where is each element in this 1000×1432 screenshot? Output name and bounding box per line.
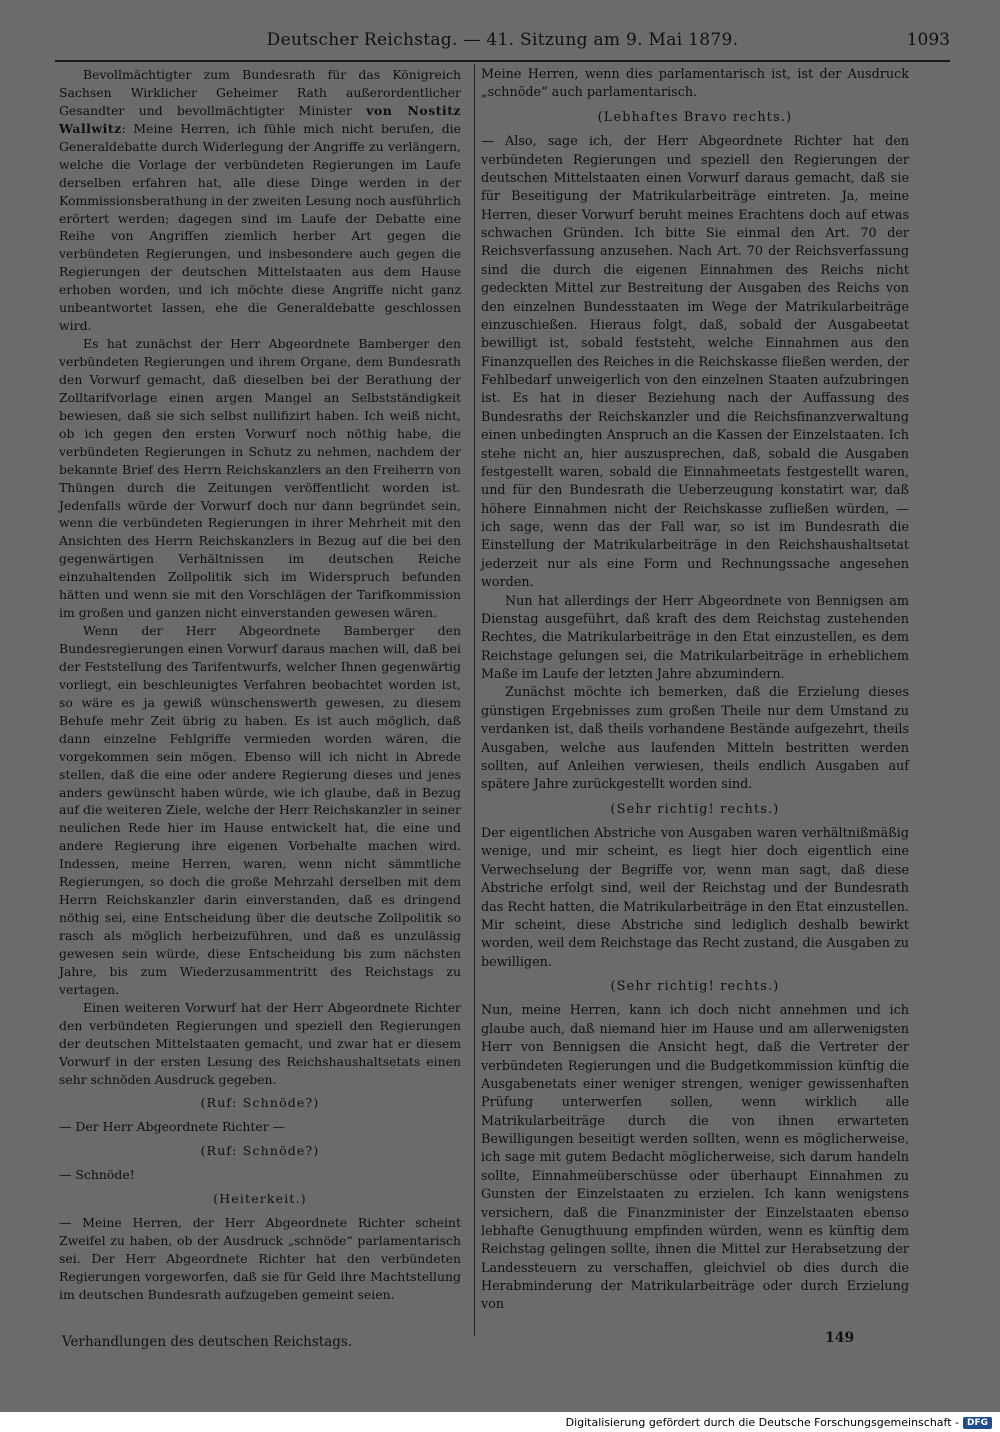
left-paragraph: Einen weiteren Vorwurf hat der Herr Abgeordnete Richter den verbündeten Regierungen und speziell den Regierungen der deutschen Mittelstaaten gemacht, und zwar hat er diesem Vorwurf in der ersten Lesung des Reichshaushaltsetats einen sehr schnöden Ausdruck gegeben.: [59, 999, 461, 1087]
right-paragraph: (Sehr richtig! rechts.): [610, 979, 780, 994]
page-number: 1093: [906, 30, 950, 50]
left-paragraph: (Heiterkeit.): [213, 1191, 307, 1207]
left-paragraph: — Schnöde!: [59, 1167, 135, 1183]
left-paragraph: — Der Herr Abgeordnete Richter —: [59, 1119, 286, 1135]
right-paragraph: Der eigentlichen Abstriche von Ausgaben waren verhältnißmäßig wenige, und mir scheint, es liegt hier doch eigentlich eine Verwechselung der Begriffe vor, wenn man sagt, daß diese Abstriche erfolgt sind, weil der Reichstag und der Bundesrath das Recht hatten, die Matrikularbeiträge in den Etat einzustellen. Mir scheint, diese Abstriche sind lediglich deshalb bewirkt worden, weil dem Reichstage das Recht zustand, die Ausgaben zu bewilligen.: [481, 826, 910, 970]
left-column: [59, 66, 461, 1304]
left-paragraph: [59, 66, 461, 335]
right-paragraph: (Sehr richtig! rechts.): [610, 801, 780, 817]
paragraph-text: : Meine Herren, ich fühle mich nicht berufen, die Generaldebatte durch Widerlegung der Angriffe zu verlängern, welche die Vorlage der verbündeten Regierungen im Laufe derselben erfahren hat, alle diese Dinge werden in der Kommissionsberathung in der zweiten Lesung noch ausführlich erörtert werden; dagegen sind im Laufe der Debatte eine Reihe von Angriffen ziemlich herber Art gegen die verbündeten Regierungen, und insbesondere auch gegen die Regierungen der deutschen Mittelstaaten aus dem Hause erhoben worden, und ich möchte diese Angriffe nicht ganz unbeantwortet lassen, ehe die Generaldebatte geschlossen wird.: [59, 120, 461, 334]
right-column: [481, 66, 909, 1315]
right-paragraph: Zunächst möchte ich bemerken, daß die Erzielung dieses günstigen Ergebnisses zum großen Theile nur dem Umstand zu verdanken ist, daß theils vorhandene Bestände aufgezehrt, theils Ausgaben, welche aus laufenden Mitteln bestritten werden sollten, auf Anleihen verwiesen, theils endlich Ausgaben auf spätere Jahre zurückgestellt worden sind.: [481, 685, 909, 793]
footer-publication: Verhandlungen des deutschen Reichstags.: [62, 1334, 353, 1350]
right-paragraph: (Lebhaftes Bravo rechts.): [597, 109, 793, 125]
digitization-credit: [566, 1416, 992, 1429]
left-paragraph: — Meine Herren, der Herr Abgeordnete Richter scheint Zweifel zu haben, ob der Ausdruck „schnöde“ parlamentarisch sei. Der Herr Abgeordnete Richter hat den verbündeten Regierungen vorgeworfen, daß sie für Geld ihre Machtstellung im deutschen Bundesrath aufzugeben gemeint seien.: [59, 1215, 461, 1302]
credit-text: Digitalisierung gefördert durch die Deutsche Forschungsgemeinschaft -: [565, 1416, 959, 1429]
right-paragraph: Nun, meine Herren, kann ich doch nicht annehmen und ich glaube auch, daß niemand hier im Hause und am allerwenigsten Herr von Bennigsen die Ansicht hegt, daß die Vertreter der verbündeten Regierungen und die Budgetkommission künftig die Ausgabenetats einer weniger strengen, weniger gewissenhaften Prüfung unterwerfen sollen, wenn wirklich alle Matrikularbeiträge durch die von ihnen erwarteten Bewilligungen beseitigt werden sollten, wenn es möglicherweise, ich sage mit gutem Bedacht möglicherweise, sich darum handeln sollte, Einnahmeüberschüsse oder überhaupt Einnahmen zu Gunsten der Einzelstaaten zu erzielen. Ich kann wenigstens versichern, daß die Finanzminister der Einzelstaaten ebenso lebhafte Genugthuung empfinden würden, wenn es künftig dem Reichstag gelingen sollte, ihnen die Mittel zur Herabsetzung der Landessteuern zu verschaffen, gleichviel ob dies durch die Herabminderung der Matrikularbeiträge oder durch Erzielung von: [481, 1003, 909, 1313]
dfg-logo: DFG: [963, 1417, 992, 1429]
left-paragraph: (Ruf: Schnöde?): [200, 1095, 320, 1111]
header-rule: [55, 60, 950, 62]
page-header: [55, 30, 950, 56]
speaker-name: von Nostitz Wallwitz: [59, 102, 461, 136]
header-title: Deutscher Reichstag. — 41. Sitzung am 9. Mai 1879.: [266, 30, 739, 50]
left-paragraph: Wenn der Herr Abgeordnete Bamberger den Bundesregierungen einen Vorwurf daraus machen will, daß bei der Feststellung des Tarifentwurfs, welcher Ihnen gegenwärtig vorliegt, ein beschleunigtes Verfahren beobachtet worden ist, so wäre es ja gewiß wünschenswerth gewesen, zu diesem Behufe mehr Zeit übrig zu haben. Es ist auch möglich, daß dann einzelne Fehlgriffe vermieden worden wären, die vorgekommen sein mögen. Ebenso will ich nicht in Abrede stellen, daß die eine oder andere Regierung dieses und jenes anders gewünscht haben würde, wie ich glaube, daß in Bezug auf die weiteren Ziele, welche der Herr Reichskanzler in seiner neulichen Rede hier im Hause entwickelt hat, die eine und andere Regierung ihre eigenen Vorbehalte machen wird. Indessen, meine Herren, waren, wenn nicht sämmtliche Regierungen, so doch die große Mehrzahl derselben mit dem Herrn Reichskanzler darin einverstanden, daß es dringend nöthig sei, eine Entscheidung über die deutsche Zollpolitik so rasch als möglich herbeizuführen, und daß es unzulässig gewesen sein würde, diese Entscheidung bis zum nächsten Jahre, bis zum Wiederzusammentritt des Reichstags zu vertagen.: [59, 623, 461, 997]
footer-signature: 149: [825, 1330, 855, 1346]
left-paragraph: Es hat zunächst der Herr Abgeordnete Bamberger den verbündeten Regierungen und ihrem Organe, dem Bundesrath den Vorwurf gemacht, daß dieselben bei der Berathung der Zolltarifvorlage einen argen Mangel an Selbstständigkeit bewiesen, daß sie sich selbst nullifizirt haben. Ich weiß nicht, ob ich gegen den ersten Vorwurf noch nöthig habe, die verbündeten Regierungen in Schutz zu nehmen, nachdem der bekannte Brief des Herrn Reichskanzlers an den Freiherrn von Thüngen durch die Zeitungen veröffentlicht worden ist. Jedenfalls würde der Vorwurf doch nur dann begründet sein, wenn die verbündeten Regierungen in ihrer Mehrheit mit den Ansichten des Herrn Reichskanzlers in Bezug auf die bei den gegenwärtigen Verhältnissen im deutschen Reiche einzuhaltenden Zollpolitik sich im Widerspruch befunden hätten und wenn sie mit den Vorschlägen der Tarifkommission im großen und ganzen nicht einverstanden gewesen wären.: [59, 336, 461, 621]
paragraph-intro: Bevollmächtigter zum Bundesrath für das Königreich Sachsen Wirklicher Geheimer Rath außerordentlicher Gesandter und bevollmächtigter Minister: [59, 67, 461, 118]
right-paragraph: — Also, sage ich, der Herr Abgeordnete Richter hat den verbündeten Regierungen und speziell den Regierungen der deutschen Mittelstaaten einen Vorwurf daraus gemacht, daß sie für Beseitigung der Matrikularbeiträge eintreten. Ja, meine Herren, dieser Vorwurf beruht meines Erachtens doch auf etwas schwachen Gründen. Ich bitte Sie einmal den Art. 70 der Reichsverfassung anzusehen. Nach Art. 70 der Reichsverfassung sind die durch die eigenen Einnahmen des Reichs nicht gedeckten Mittel zur Bestreitung der Ausgaben des Reichs von den einzelnen Bundesstaaten im Wege der Matrikularbeiträge einzuschießen. Hieraus folgt, daß, sobald der Ausgabeetat bewilligt ist, sobald feststeht, welche Einnahmen aus den Finanzquellen des Reiches in die Reichskasse fließen werden, der Fehlbedarf unweigerlich von den einzelnen Staaten aufzubringen ist. Es hat in dieser Beziehung nach der Auffassung des Bundesraths der Reichskanzler und die Reichsfinanzverwaltung einen unbedingten Anspruch an die Kassen der Einzelstaaten. Ich stehe nicht an, hier auszusprechen, daß, sobald die Ausgaben festgestellt waren, sobald die Einnahmeetats festgestellt waren, und für den Bundesrath die Ueberzeugung konstatirt war, daß höhere Einnahmen nicht der Reichskasse zufließen würden, — ich sage, wenn das der Fall war, so ist im Bundesrath die Einstellung der Matrikularbeiträge in den Reichshaushaltsetat jederzeit nur als eine Form und Rechnungssache angesehen worden.: [481, 134, 909, 591]
column-divider: [474, 64, 475, 1336]
left-paragraph: (Ruf: Schnöde?): [200, 1143, 320, 1159]
right-paragraph: Nun hat allerdings der Herr Abgeordnete von Bennigsen am Dienstag ausgeführt, daß kraft des dem Reichstag zustehenden Rechtes, die Matrikularbeiträge in den Etat einzustellen, es dem Reichstage gelungen sei, die Matrikularbeiträge in erheblichem Maße im Laufe der letzten Jahre abzumindern.: [481, 593, 909, 682]
right-paragraph: Meine Herren, wenn dies parlamentarisch ist, ist der Ausdruck „schnöde“ auch parlamentarisch.: [481, 67, 909, 101]
